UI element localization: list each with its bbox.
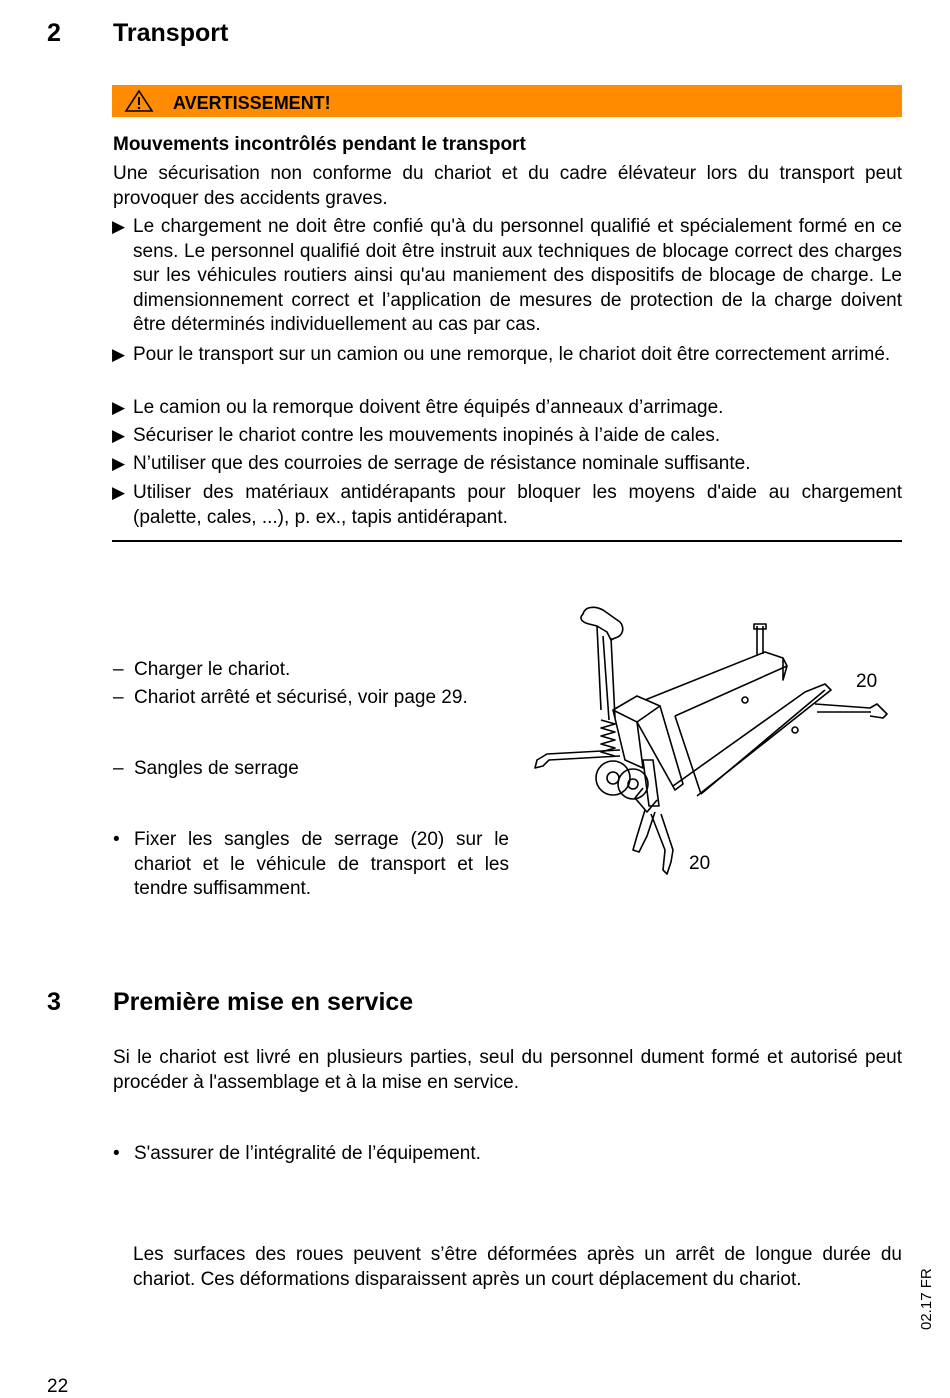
section-title: Transport bbox=[113, 19, 229, 47]
section-number: 2 bbox=[47, 19, 61, 47]
figure-callout: 20 bbox=[856, 671, 878, 692]
warning-item: ▶ N’utiliser que des courroies de serrage de résistance nominale suffisante. bbox=[112, 452, 902, 477]
procedure-step: • Fixer les sangles de serrage (20) sur le chariot et le véhicule de transport et les tendre suffisamment. bbox=[113, 829, 509, 899]
section-title: Première mise en service bbox=[113, 988, 414, 1016]
warning-triangle-icon bbox=[124, 89, 154, 118]
arrow-right-icon: ▶ bbox=[112, 426, 126, 445]
warning-end-rule bbox=[112, 540, 902, 542]
warning-item: ▶ Le camion ou la remorque doivent être équipés d’anneaux d’arrimage. bbox=[112, 396, 902, 421]
arrow-right-icon: ▶ bbox=[112, 483, 126, 502]
warning-item: ▶ Sécuriser le chariot contre les mouvements inopinés à l’aide de cales. bbox=[112, 424, 902, 449]
warning-item: ▶ Utiliser des matériaux antidérapants pour bloquer les moyens d'aide au chargement (palette, cales, ...), p. ex., tapis antidérapant. bbox=[112, 482, 902, 528]
prerequisite-item: – Charger le chariot. bbox=[113, 659, 291, 680]
section-number: 3 bbox=[47, 988, 61, 1016]
warning-label: AVERTISSEMENT! bbox=[173, 93, 331, 113]
document-code: 02.17 FR bbox=[918, 1268, 935, 1330]
warning-bar bbox=[112, 85, 902, 117]
warning-heading: Mouvements incontrôlés pendant le transport bbox=[113, 134, 526, 155]
figure-callout: 20 bbox=[689, 853, 711, 874]
tool-item: – Sangles de serrage bbox=[113, 758, 299, 779]
page-number: 22 bbox=[47, 1376, 69, 1397]
warning-intro: Une sécurisation non conforme du chariot et du cadre élévateur lors du transport peut provoquer des accidents graves. bbox=[113, 163, 902, 209]
arrow-right-icon: ▶ bbox=[112, 345, 126, 364]
pallet-truck-figure bbox=[525, 600, 905, 890]
section-intro: Si le chariot est livré en plusieurs parties, seul du personnel dument formé et autorisé peut procéder à l'assemblage et à la mise en service. bbox=[113, 1047, 902, 1093]
prerequisite-item: – Chariot arrêté et sécurisé, voir page 29. bbox=[113, 687, 468, 708]
note-text: Les surfaces des roues peuvent s’être déformées après un arrêt de longue durée du chariot. Ces déformations disparaissent après un court déplacement du chariot. bbox=[133, 1244, 902, 1290]
procedure-step: • S'assurer de l’intégralité de l’équipement. bbox=[113, 1143, 481, 1164]
arrow-right-icon: ▶ bbox=[112, 398, 126, 417]
warning-item: ▶ Pour le transport sur un camion ou une remorque, le chariot doit être correctement arrimé. bbox=[112, 343, 902, 393]
arrow-right-icon: ▶ bbox=[112, 454, 126, 473]
warning-item: ▶ Le chargement ne doit être confié qu'à du personnel qualifié et spécialement formé en ce sens. Le personnel qualifié doit être instruit aux techniques de blocage correct des charges sur les véhicules routiers ainsi qu'au maniement des dispositifs de blocage de charge. Le dimensionnement correct et l’application de mesures de protection de la charge doivent être déterminés individuellement au cas par cas. bbox=[112, 216, 902, 335]
arrow-right-icon: ▶ bbox=[112, 217, 126, 236]
